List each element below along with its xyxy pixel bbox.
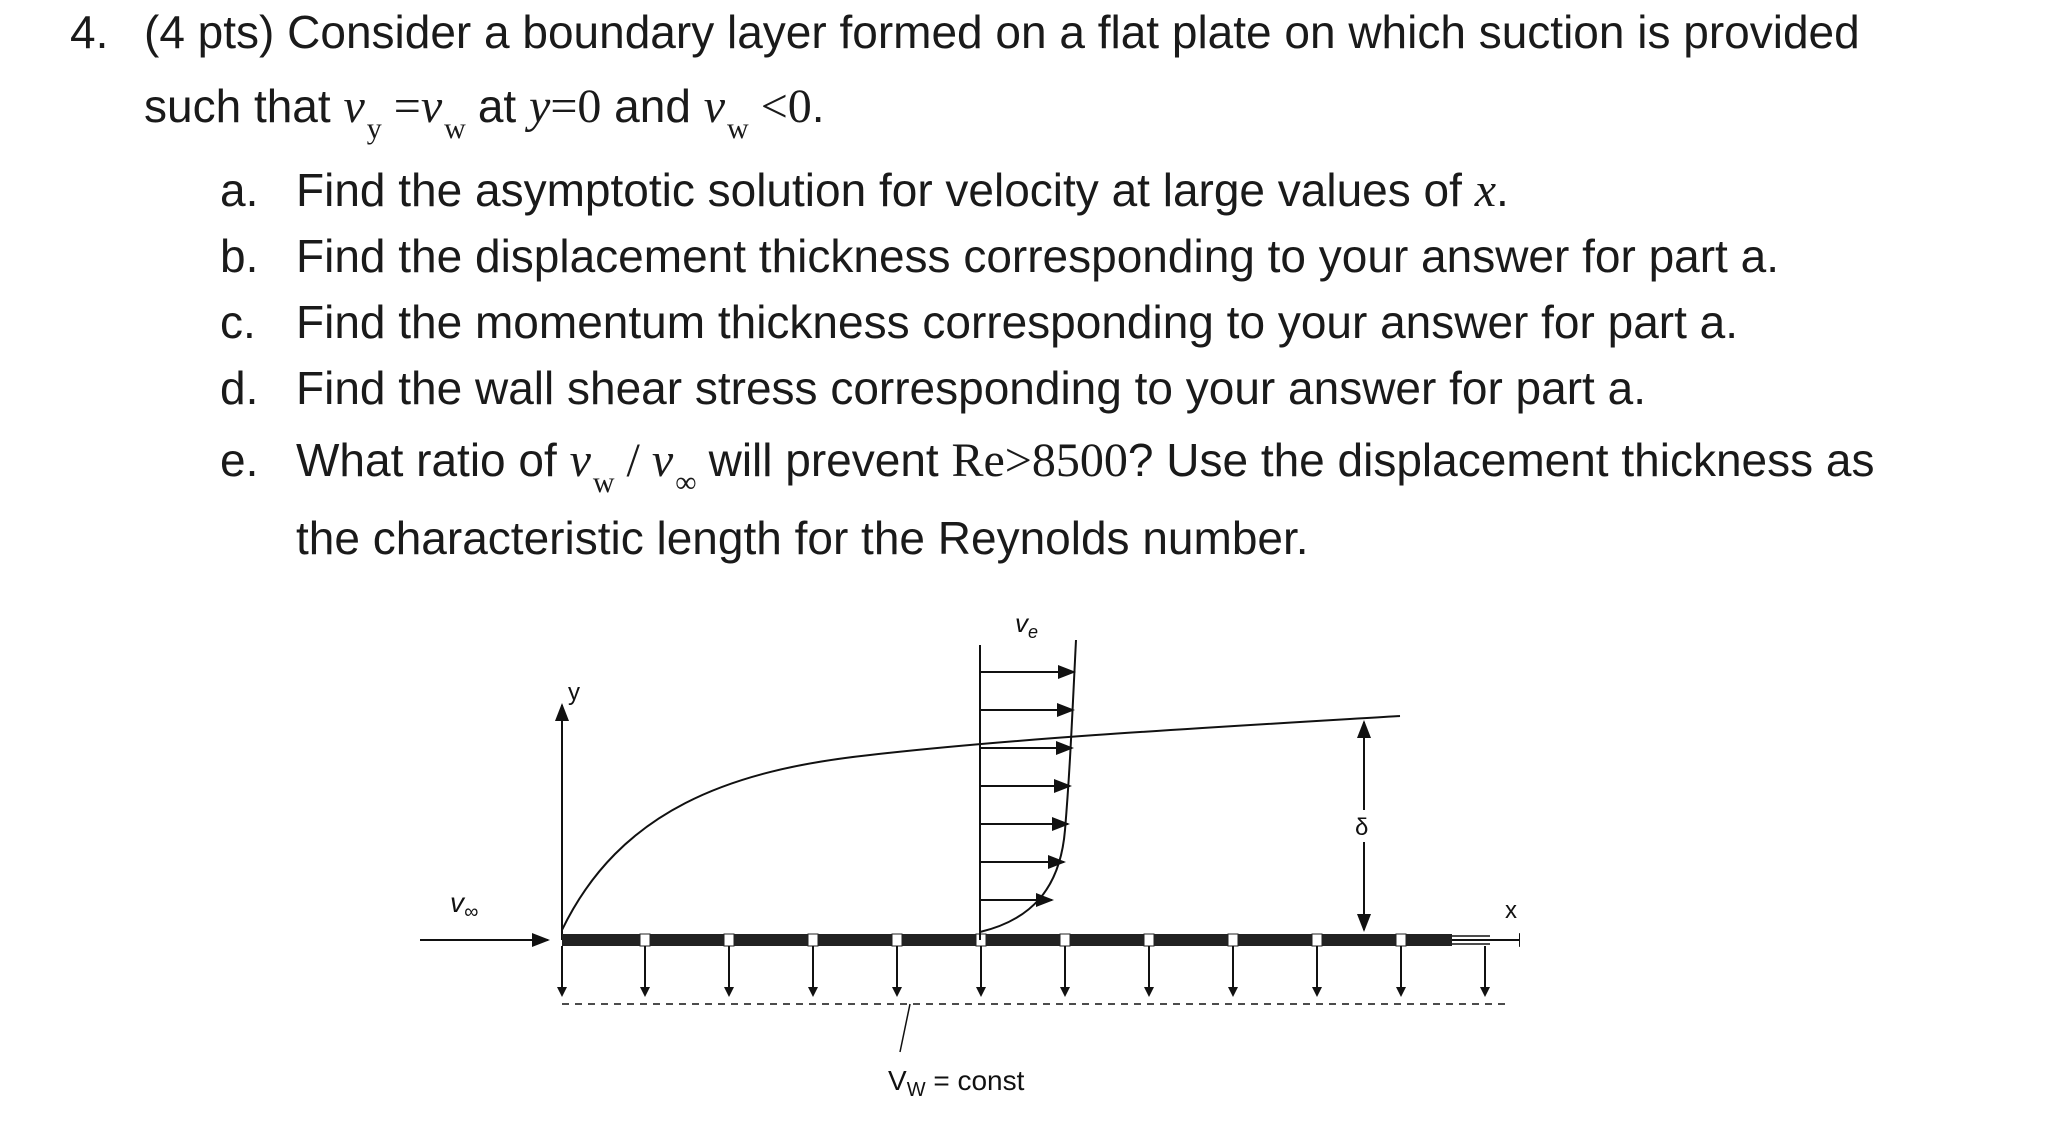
vw-const: = const bbox=[925, 1065, 1025, 1096]
vw-sub: W bbox=[906, 1079, 926, 1101]
sub-w: w bbox=[592, 466, 615, 499]
sub-y: y bbox=[366, 112, 382, 145]
boundary-layer-figure bbox=[400, 600, 1520, 1120]
porous-plate bbox=[562, 934, 1490, 946]
item-e-before: What ratio of bbox=[296, 434, 557, 486]
vw-lt-0 bbox=[703, 80, 812, 145]
condition-prefix: such that bbox=[144, 80, 331, 132]
item-e-line2: the characteristic length for the Reynolds number. bbox=[296, 512, 1309, 564]
var-v: v bbox=[703, 80, 726, 133]
problem-intro: (4 pts) Consider a boundary layer formed on a flat plate on which suction is provided bbox=[144, 6, 1860, 58]
item-a-period: . bbox=[1496, 164, 1509, 216]
v-infinity-label bbox=[450, 887, 478, 923]
item-c-text: Find the momentum thickness corresponding to your answer for part a. bbox=[296, 296, 1739, 348]
ve-var: v bbox=[1015, 608, 1028, 638]
item-e-mid: will prevent bbox=[708, 434, 939, 486]
lt-zero: <0 bbox=[760, 80, 812, 133]
word-at: at bbox=[477, 80, 517, 132]
item-a-body: Find the asymptotic solution for velocity at large values of bbox=[296, 164, 1462, 216]
eq-sign: = bbox=[393, 80, 421, 133]
vw-var: V bbox=[888, 1065, 907, 1096]
sub-w: w bbox=[444, 112, 466, 145]
v-inf-sub: ∞ bbox=[464, 901, 479, 923]
item-e-after: ? Use the displacement thickness as bbox=[1127, 434, 1875, 486]
var-v: v bbox=[343, 80, 365, 133]
item-e-text bbox=[296, 430, 1874, 497]
item-d-letter: d. bbox=[220, 362, 259, 414]
sub-w: w bbox=[727, 112, 749, 145]
item-b-text: Find the displacement thickness corresponding to your answer for part a. bbox=[296, 230, 1779, 282]
vw-leader bbox=[900, 1004, 910, 1052]
var-v: v bbox=[651, 434, 674, 487]
eq-zero: =0 bbox=[550, 80, 602, 133]
ve-label bbox=[1015, 608, 1038, 642]
var-v: v bbox=[569, 434, 591, 487]
word-and: and bbox=[614, 80, 691, 132]
item-a-letter: a. bbox=[220, 164, 259, 216]
ratio-math bbox=[569, 434, 709, 499]
gt: > bbox=[1004, 434, 1032, 487]
period: . bbox=[811, 80, 825, 132]
item-a-text bbox=[296, 160, 1509, 221]
suction-arrows bbox=[562, 946, 1485, 995]
re: Re bbox=[951, 434, 1005, 487]
delta-label: δ bbox=[1355, 814, 1369, 841]
var-y: y bbox=[529, 80, 551, 133]
var-v: v bbox=[420, 80, 443, 133]
re-value: 8500 bbox=[1031, 434, 1128, 487]
problem-number: 4. bbox=[70, 6, 109, 58]
item-c-letter: c. bbox=[220, 296, 256, 348]
slash: / bbox=[626, 434, 640, 487]
problem-condition bbox=[144, 76, 825, 143]
sub-infinity: ∞ bbox=[675, 466, 697, 499]
velocity-profile bbox=[980, 640, 1076, 940]
item-e-letter: e. bbox=[220, 434, 259, 486]
x-axis-label: x bbox=[1505, 897, 1517, 924]
condition-math bbox=[343, 80, 477, 145]
vw-label bbox=[888, 1065, 1025, 1101]
y-axis-label: y bbox=[568, 679, 580, 706]
re-math bbox=[951, 434, 1127, 487]
item-d-text: Find the wall shear stress corresponding to your answer for part a. bbox=[296, 362, 1646, 414]
item-b-letter: b. bbox=[220, 230, 259, 282]
ve-sub: e bbox=[1028, 622, 1039, 642]
v-inf-var: v bbox=[450, 887, 464, 918]
var-x: x bbox=[1474, 164, 1496, 217]
y-eq-0 bbox=[529, 80, 601, 133]
